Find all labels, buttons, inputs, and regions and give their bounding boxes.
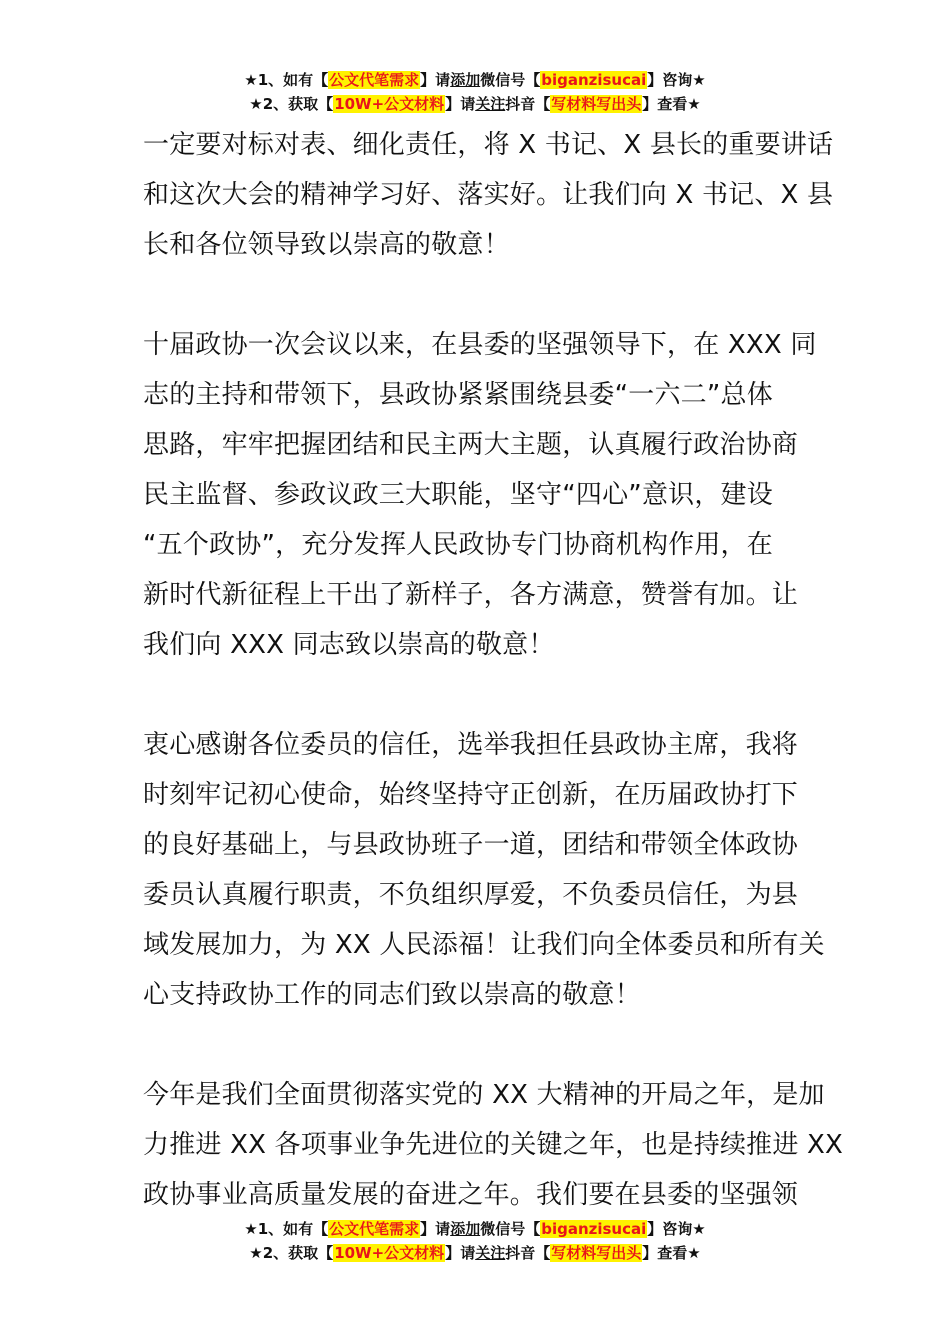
banner-text: 微信号【: [480, 71, 541, 89]
banner-highlight-service: 公文代笔需求: [329, 71, 420, 89]
paragraph-2: [143, 320, 817, 670]
text-line: 的良好基础上，与县政协班子一道，团结和带领全体政协: [143, 830, 799, 860]
banner-underlined-text: 添加: [450, 1220, 481, 1238]
header-banner: [0, 68, 950, 116]
document-body: [143, 120, 844, 1270]
banner-text: 微信号【: [480, 1220, 541, 1238]
banner-text: 抖音【: [505, 1244, 551, 1262]
paragraph-4: [143, 1070, 844, 1220]
banner-highlight-wechat-id: biganzisucai: [541, 1220, 647, 1238]
banner-text: ★2、获取【: [249, 95, 334, 113]
footer-banner: [0, 1217, 950, 1265]
banner-line-2: [0, 1241, 950, 1265]
banner-text: ★1、如有【: [244, 1220, 329, 1238]
text-line: 我们向 XXX 同志致以崇高的敬意！: [143, 630, 555, 660]
banner-underlined-text: 关注: [475, 95, 506, 113]
banner-text: 】咨询★: [647, 71, 706, 89]
banner-text: 抖音【: [505, 95, 551, 113]
banner-line-2: [0, 92, 950, 116]
banner-underlined-text: 关注: [475, 1244, 506, 1262]
banner-text: 】咨询★: [647, 1220, 706, 1238]
banner-text: 】请: [445, 1244, 476, 1262]
text-line: 心支持政协工作的同志们致以崇高的敬意！: [143, 980, 641, 1010]
text-line: 新时代新征程上干出了新样子，各方满意，赞誉有加。让: [143, 580, 799, 610]
text-line: 衷心感谢各位委员的信任，选举我担任县政协主席，我将: [143, 730, 799, 760]
banner-line-1: [0, 68, 950, 92]
banner-highlight-service: 公文代笔需求: [329, 1220, 420, 1238]
text-line: 思路，牢牢把握团结和民主两大主题，认真履行政治协商: [143, 430, 799, 460]
banner-highlight-materials: 10W+公文材料: [334, 1244, 445, 1262]
text-line: 十届政协一次会议以来，在县委的坚强领导下，在 XXX 同: [143, 330, 817, 360]
text-line: 志的主持和带领下，县政协紧紧围绕县委“一六二”总体: [143, 380, 773, 410]
text-line: 一定要对标对表、细化责任，将 X 书记、X 县长的重要讲话: [143, 130, 834, 160]
banner-highlight-douyin-id: 写材料写出头: [551, 95, 642, 113]
banner-text: 】请: [420, 71, 451, 89]
banner-text: 】请: [420, 1220, 451, 1238]
text-line: 政协事业高质量发展的奋进之年。我们要在县委的坚强领: [143, 1180, 799, 1210]
text-line: 民主监督、参政议政三大职能，坚守“四心”意识，建设: [143, 480, 773, 510]
banner-text: 】查看★: [642, 1244, 701, 1262]
banner-highlight-materials: 10W+公文材料: [334, 95, 445, 113]
paragraph-3: [143, 720, 825, 1020]
banner-highlight-douyin-id: 写材料写出头: [551, 1244, 642, 1262]
text-line: 域发展加力，为 XX 人民添福！让我们向全体委员和所有关: [143, 930, 825, 960]
banner-underlined-text: 添加: [450, 71, 481, 89]
text-line: 今年是我们全面贯彻落实党的 XX 大精神的开局之年，是加: [143, 1080, 825, 1110]
banner-text: 】查看★: [642, 95, 701, 113]
banner-highlight-wechat-id: biganzisucai: [541, 71, 647, 89]
text-line: 时刻牢记初心使命，始终坚持守正创新，在历届政协打下: [143, 780, 799, 810]
text-line: “五个政协”，充分发挥人民政协专门协商机构作用，在: [143, 530, 773, 560]
banner-text: ★2、获取【: [249, 1244, 334, 1262]
banner-text: 】请: [445, 95, 476, 113]
text-line: 和这次大会的精神学习好、落实好。让我们向 X 书记、X 县: [143, 180, 834, 210]
text-line: 委员认真履行职责，不负组织厚爱，不负委员信任，为县: [143, 880, 799, 910]
banner-text: ★1、如有【: [244, 71, 329, 89]
paragraph-1: [143, 120, 834, 270]
banner-line-1: [0, 1217, 950, 1241]
text-line: 长和各位领导致以崇高的敬意！: [143, 230, 510, 260]
text-line: 力推进 XX 各项事业争先进位的关键之年，也是持续推进 XX: [143, 1130, 844, 1160]
